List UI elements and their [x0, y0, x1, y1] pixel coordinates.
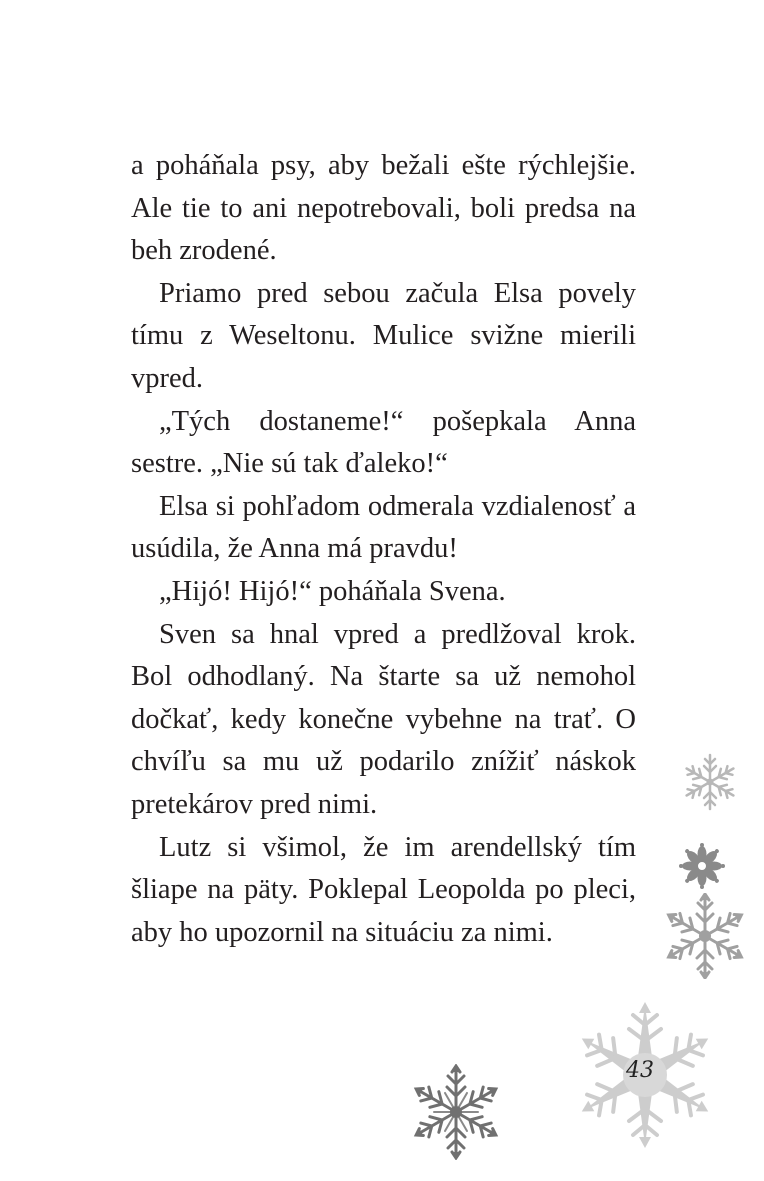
snowflake-icon	[680, 752, 740, 812]
paragraph-1: a poháňala psy, aby bežali ešte rýchlejšie. Ale tie to ani nepotrebovali, boli predsa na beh zrodené.	[131, 150, 636, 267]
paragraph-3: „Tých dostaneme!“ pošepkala Anna sestre. „Nie sú tak ďaleko!“	[131, 405, 636, 480]
page-number: 43	[626, 1058, 654, 1083]
paragraph-6: Sven sa hnal vpred a predlžoval krok. Bol odhodlaný. Na štarte sa už nemohol dočkať, kedy konečne vybehne na trať. O chvíľu sa mu už podarilo znížiť náskok pretekárov pred nimi.	[131, 618, 636, 820]
body-text	[131, 145, 636, 954]
paragraph-4: Elsa si pohľadom odmerala vzdialenosť a usúdila, že Anna má pravdu!	[131, 490, 636, 565]
snowflake-icon	[408, 1064, 504, 1160]
snowflake-icon	[662, 893, 748, 979]
paragraph-5: „Hijó! Hijó!“ poháňala Svena.	[159, 575, 506, 607]
paragraph-7: Lutz si všimol, že im arendellský tím šliape na päty. Poklepal Leopolda po pleci, aby ho upozornil na situáciu za nimi.	[131, 831, 636, 948]
snowflake-icon	[679, 843, 725, 889]
paragraph-2: Priamo pred sebou začula Elsa povely tímu z Weseltonu. Mulice svižne mierili vpred.	[131, 277, 636, 394]
